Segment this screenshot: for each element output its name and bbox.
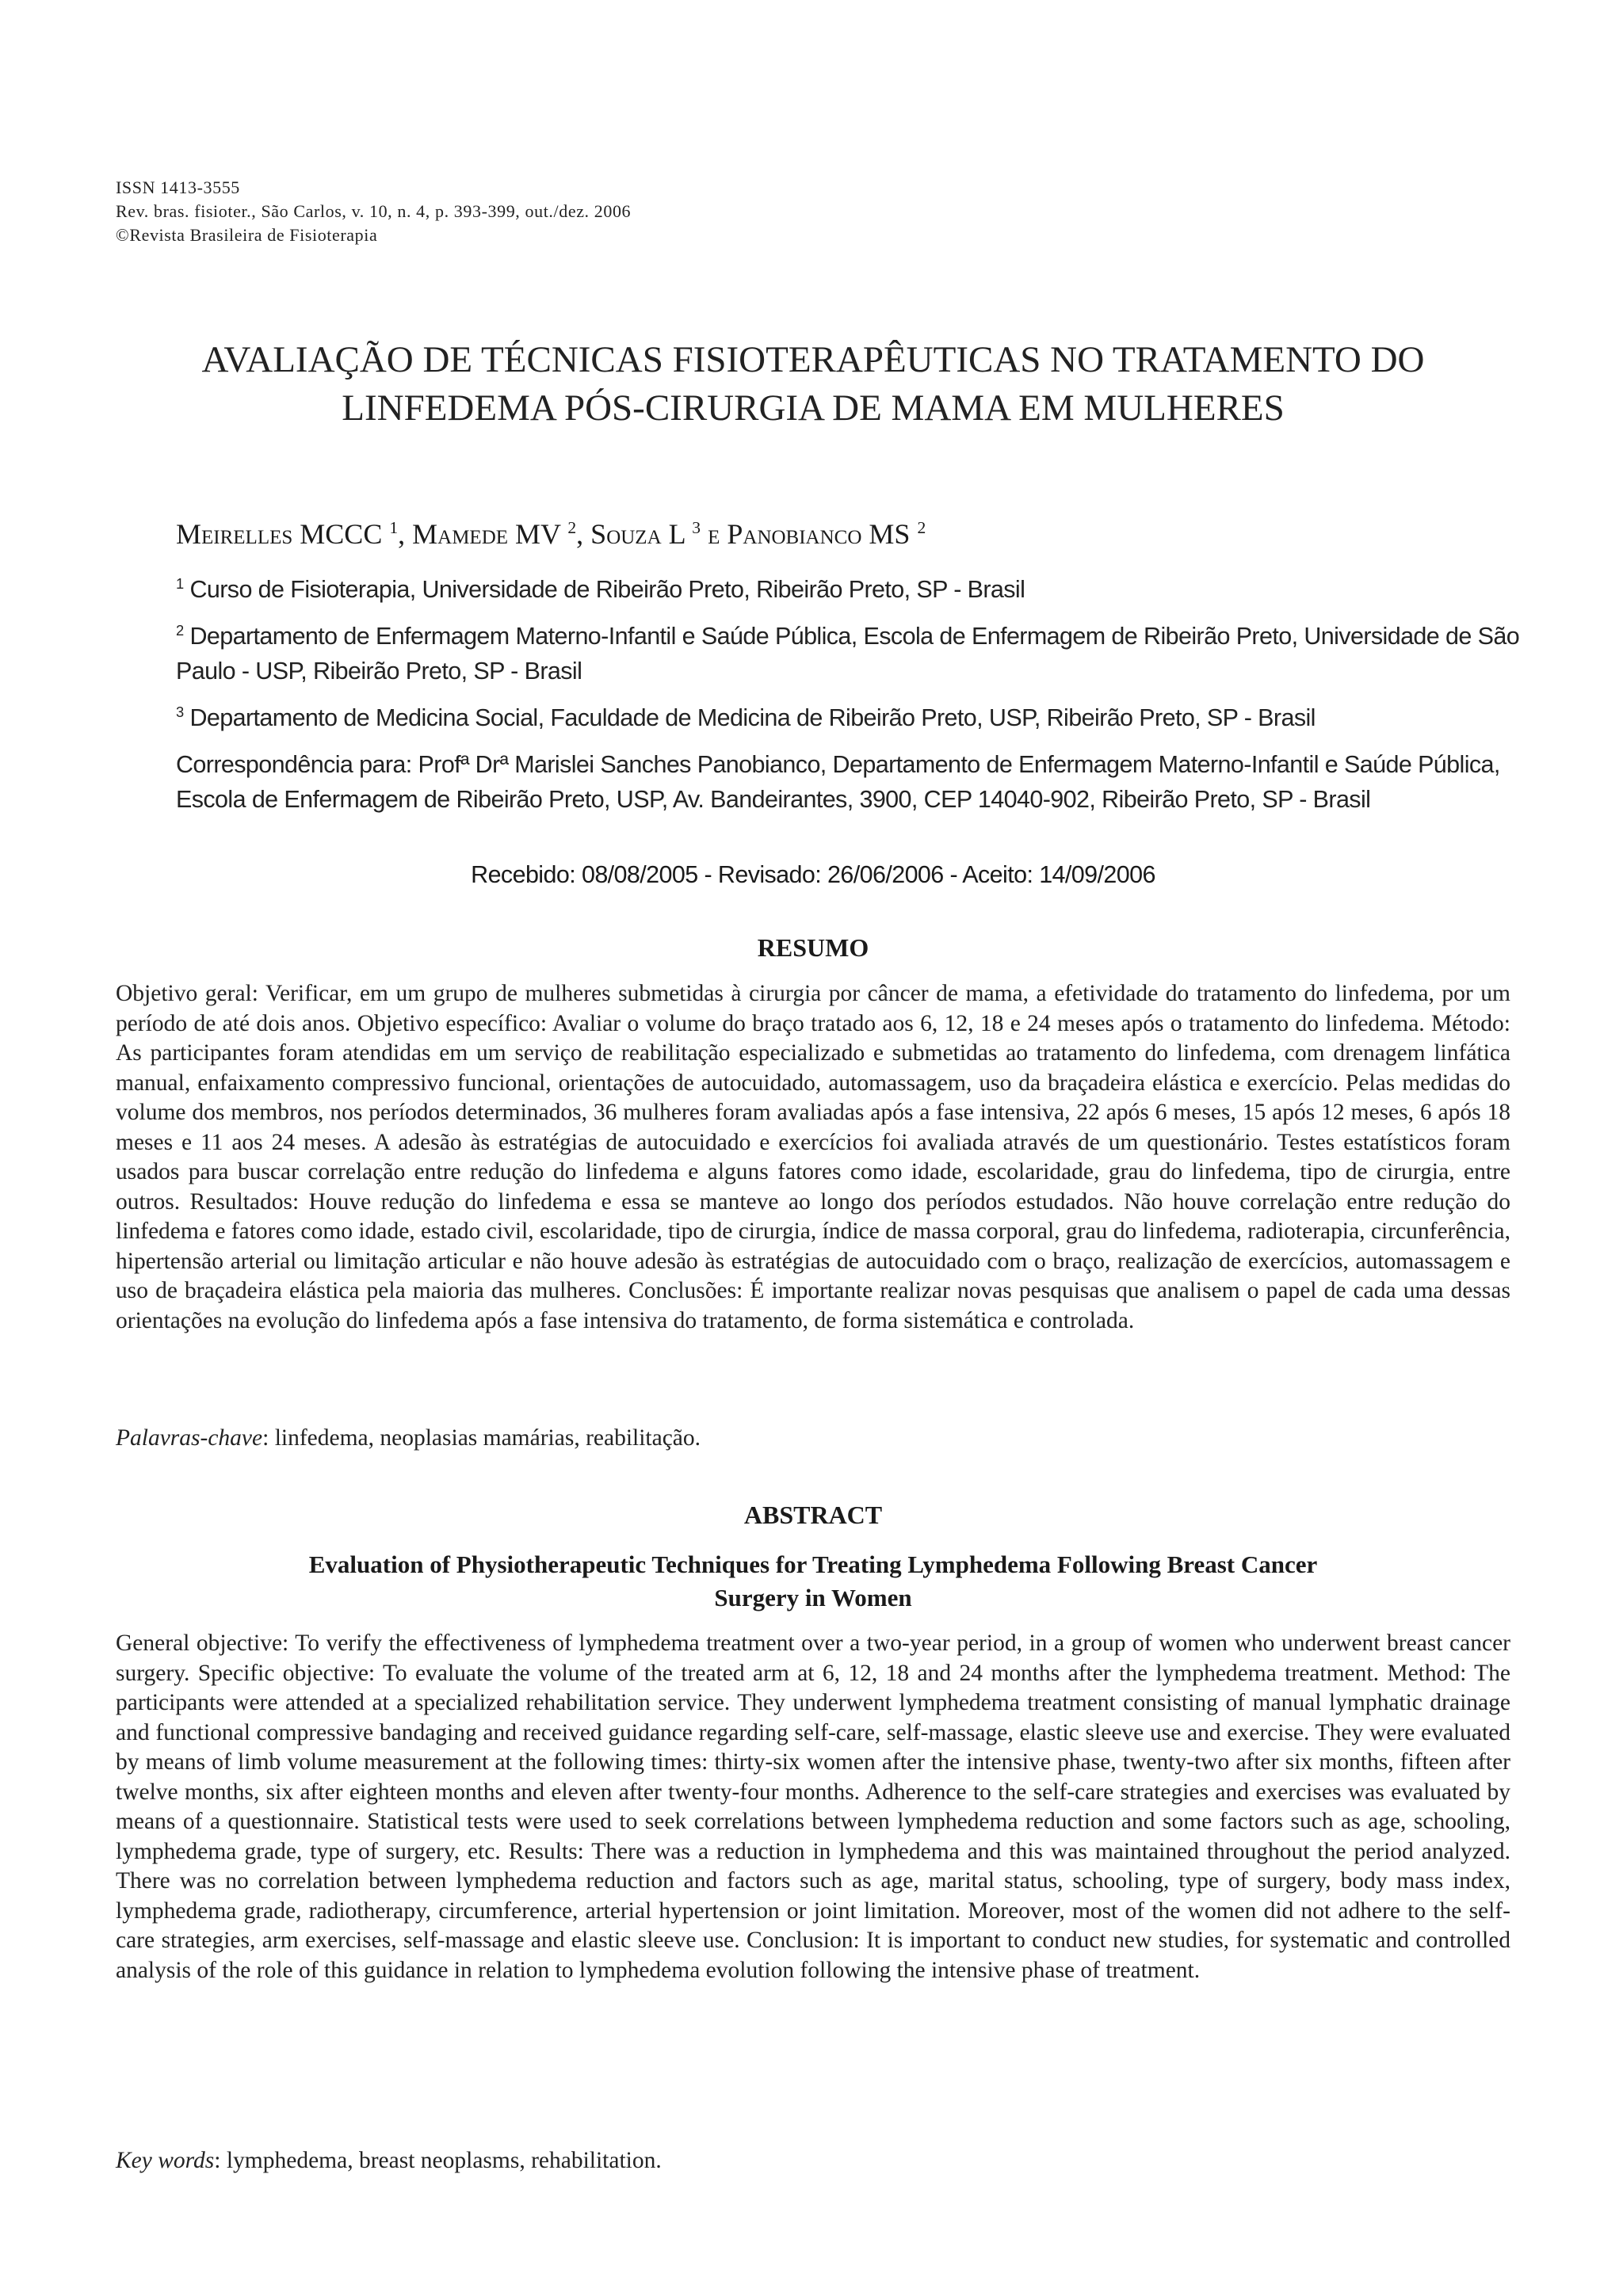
- keywords-label: Key words: [116, 2148, 215, 2173]
- author-list: Meirelles MCCC $^1$, Mamede MV $^2$, Souza L $^3$ e Panobianco MS $^2$: [176, 518, 926, 550]
- abstract-title-line-2: Surgery in Women: [714, 1584, 912, 1611]
- author-initials: MS: [869, 518, 911, 550]
- resumo-keywords: [116, 1423, 1510, 1453]
- author-initials: MCCC: [300, 518, 383, 550]
- author-affiliation-mark: 2: [917, 518, 926, 538]
- keywords-list: : lymphedema, breast neoplasms, rehabilitation.: [214, 2148, 662, 2173]
- citation-line: Rev. bras. fisioter., São Carlos, v. 10, n. 4, p. 393-399, out./dez. 2006: [116, 201, 632, 221]
- author-surname: Mamede: [412, 518, 509, 550]
- submission-dates: Recebido: 08/08/2005 - Revisado: 26/06/2006 - Aceito: 14/09/2006: [471, 861, 1155, 888]
- abstract-heading: ABSTRACT: [743, 1501, 883, 1529]
- author-initials: MV: [515, 518, 561, 550]
- keywords-list: : linfedema, neoplasias mamárias, reabilitação.: [262, 1425, 701, 1451]
- correspondence: Correspondência para: Profª Drª Marislei Sanches Panobianco, Departamento de Enfermagem Materno-Infantil e Saúde Pública, Escola de Enfermagem de Ribeirão Preto, USP, Av. Bandeirantes, 3900, CEP 14040-902, Ribeirão Preto, SP - Brasil: [176, 751, 1500, 813]
- affiliation-number: 2: [176, 622, 184, 639]
- affiliations: [176, 572, 1539, 817]
- affiliation-1: [176, 572, 1539, 607]
- keywords-label: Palavras-chave: [116, 1425, 263, 1451]
- author-affiliation-mark: 2: [567, 518, 577, 538]
- author-surname: Meirelles: [176, 518, 293, 550]
- author-affiliation-mark: 1: [389, 518, 399, 538]
- author-affiliation-mark: 3: [692, 518, 701, 538]
- copyright-line: ©Revista Brasileira de Fisioterapia: [116, 225, 378, 245]
- title-line-2: LINFEDEMA PÓS-CIRURGIA DE MAMA EM MULHERES: [342, 387, 1285, 429]
- affiliation-text: Curso de Fisioterapia, Universidade de Ribeirão Preto, Ribeirão Preto, SP - Brasil: [189, 576, 1025, 603]
- author-conjunction: e: [708, 518, 720, 550]
- affiliation-text: Departamento de Medicina Social, Faculdade de Medicina de Ribeirão Preto, USP, Ribeirão Preto, SP - Brasil: [189, 704, 1316, 731]
- affiliation-number: 3: [176, 704, 184, 721]
- abstract-keywords: [116, 2145, 1510, 2176]
- title-line-1: AVALIAÇÃO DE TÉCNICAS FISIOTERAPÊUTICAS NO TRATAMENTO DO: [201, 339, 1425, 380]
- affiliation-3: [176, 700, 1539, 735]
- author-initials: L: [668, 518, 685, 550]
- journal-header: [116, 176, 631, 247]
- affiliation-text: Departamento de Enfermagem Materno-Infantil e Saúde Pública, Escola de Enfermagem de Ribeirão Preto, Universidade de São Paulo - USP, Ribeirão Preto, SP - Brasil: [176, 623, 1520, 685]
- article-title: [116, 336, 1510, 433]
- resumo-text: Objetivo geral: Verificar, em um grupo de mulheres submetidas à cirurgia por câncer de mama, a efetividade do tratamento do linfedema, por um período de até dois anos. Objetivo específico: Avaliar o volume do braço tratado aos 6, 12, 18 e 24 meses após o tratamento do linfedema. Método: As participantes foram atendidas em um serviço de reabilitação especializado e submetidas ao tratamento do linfedema, com drenagem linfática manual, enfaixamento compressivo funcional, orientações de autocuidado, automassagem, uso da braçadeira elástica e exercício. Pelas medidas do volume dos membros, nos períodos determinados, 36 mulheres foram avaliadas após a fase intensiva, 22 após 6 meses, 15 após 12 meses, 6 após 18 meses e 11 aos 24 meses. A adesão às estratégias de autocuidado e exercícios foi avaliada através de um questionário. Testes estatísticos foram usados para buscar correlação entre redução do linfedema e alguns fatores como idade, escolaridade, grau do linfedema, tipo de cirurgia, entre outros. Resultados: Houve redução do linfedema e essa se manteve ao longo dos períodos estudados. Não houve correlação entre redução do linfedema e fatores como idade, estado civil, escolaridade, tipo de cirurgia, índice de massa corporal, grau do linfedema, radioterapia, circunferência, hipertensão arterial ou limitação articular e não houve adesão às estratégias de autocuidado com o braço, realização de exercícios, automassagem e uso de braçadeira elástica pela maioria das mulheres. Conclusões: É importante realizar novas pesquisas que analisem o papel de cada uma dessas orientações na evolução do linfedema após a fase intensiva do tratamento, de forma sistemática e controlada.: [116, 981, 1510, 1333]
- author-surname: Panobianco: [727, 518, 862, 550]
- affiliation-2: [176, 619, 1539, 688]
- affiliation-number: 1: [176, 575, 184, 593]
- abstract-title-line-1: Evaluation of Physiotherapeutic Techniques for Treating Lymphedema Following Breast Cancer: [308, 1550, 1318, 1578]
- resumo-heading: RESUMO: [757, 933, 869, 962]
- author-surname: Souza: [590, 518, 662, 550]
- abstract-title: [116, 1548, 1510, 1615]
- abstract-text: General objective: To verify the effectiveness of lymphedema treatment over a two-year period, in a group of women who underwent breast cancer surgery. Specific objective: To evaluate the volume of the treated arm at 6, 12, 18 and 24 months after the lymphedema treatment. Method: The participants were attended at a specialized rehabilitation service. They underwent lymphedema treatment consisting of manual lymphatic drainage and functional compressive bandaging and received guidance regarding self-care, self-massage, elastic sleeve use and exercise. They were evaluated by means of limb volume measurement at the following times: thirty-six women after the intensive phase, twenty-two after six months, fifteen after twelve months, six after eighteen months and eleven after twenty-four months. Adherence to the self-care strategies and exercises was evaluated by means of a questionnaire. Statistical tests were used to seek correlations between lymphedema reduction and some factors such as age, schooling, lymphedema grade, type of surgery, etc. Results: There was a reduction in lymphedema and this was maintained throughout the period analyzed. There was no correlation between lymphedema reduction and factors such as age, marital status, schooling, type of surgery, body mass index, lymphedema grade, radiotherapy, circumference, arterial hypertension or joint limitation. Moreover, most of the women did not adhere to the self-care strategies, arm exercises, self-massage and elastic sleeve use. Conclusion: It is important to conduct new studies, for systematic and controlled analysis of the role of this guidance in relation to lymphedema evolution following the intensive phase of treatment.: [116, 1630, 1510, 1983]
- issn-line: ISSN 1413-3555: [116, 177, 240, 197]
